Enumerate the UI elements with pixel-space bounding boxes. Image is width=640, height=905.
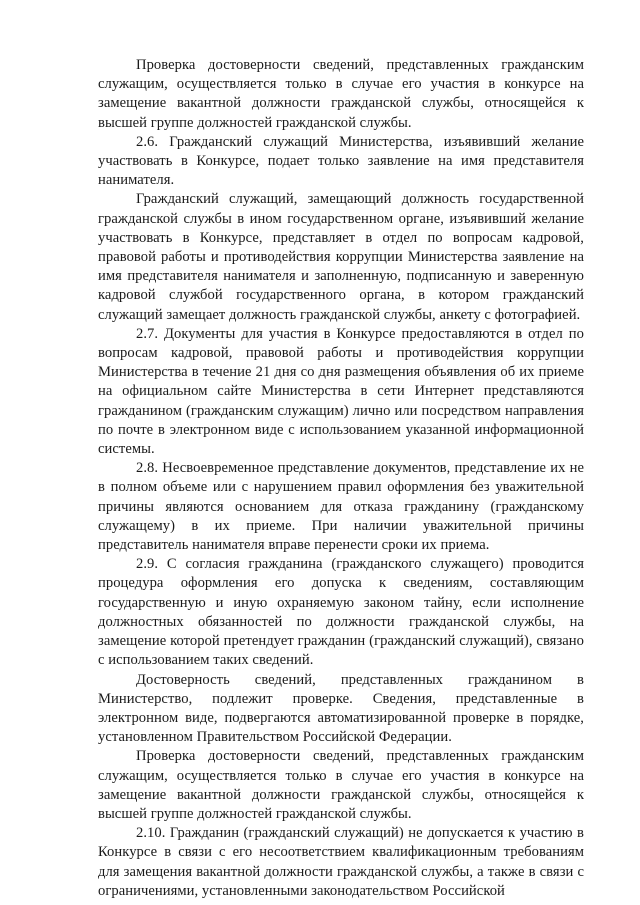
paragraph-2-10: 2.10. Гражданин (гражданский служащий) не допускается к участию в Конкурсе в связи с его несоответствием квалификационным требованиям для замещения вакантной должности гражданской службы, а также в связи с ограничениями, установленными законодательством Российской bbox=[98, 825, 584, 899]
paragraph-2-7: 2.7. Документы для участия в Конкурсе предоставляются в отдел по вопросам кадровой, правовой работы и противодействия коррупции Министерства в течение 21 дня со дня размещения объявления об их приеме на официальном сайте Министерства в сети Интернет представляются гражданином (гражданским служащим) лично или посредством направления по почте в электронном виде с использованием указанной информационной системы. bbox=[98, 325, 584, 458]
paragraph-verification-intro: Проверка достоверности сведений, представленных гражданским служащим, осуществляется только в случае его участия в конкурсе на замещение вакантной должности гражданской службы, относящейся к высшей группе должностей гражданской службы. bbox=[98, 57, 584, 131]
paragraph-other-agency-servant: Гражданский служащий, замещающий должность государственной гражданской службы в ином государственном органе, изъявивший желание участвовать в Конкурсе, представляет в отдел по вопросам кадровой, правовой работы и противодействия коррупции Министерства заявление на имя представителя нанимателя и заполненную, подписанную и заверенную кадровой службой государственного органа, в котором гражданский служащий замещает должность гражданской службы, анкету с фотографией. bbox=[98, 191, 584, 323]
paragraph-2-6: 2.6. Гражданский служащий Министерства, изъявивший желание участвовать в Конкурсе, подает только заявление на имя представителя нанимателя. bbox=[98, 133, 584, 189]
paragraph-2-9: 2.9. С согласия гражданина (гражданского служащего) проводится процедура оформления его допуска к сведениям, составляющим государственную и иную охраняемую законом тайну, если исполнение должностных обязанностей по должности гражданской службы, на замещение которой претендует гражданин (гражданский служащий), связано с использованием таких сведений. bbox=[98, 556, 584, 669]
paragraph-reliability-check: Достоверность сведений, представленных гражданином в Министерство, подлежит проверке. Сведения, представленные в электронном виде, подвергаются автоматизированной проверке в порядке, установленном Правительством Российской Федерации. bbox=[98, 671, 584, 746]
paragraph-2-8: 2.8. Несвоевременное представление документов, представление их не в полном объеме или с нарушением правил оформления без уважительной причины являются основанием для отказа гражданину (гражданскому служащему) в их приеме. При наличии уважительной причины представитель нанимателя вправе перенести сроки их приема. bbox=[98, 460, 584, 554]
paragraph-verification-repeat: Проверка достоверности сведений, представленных гражданским служащим, осуществляется только в случае его участия в конкурсе на замещение вакантной должности гражданской службы, относящейся к высшей группе должностей гражданской службы. bbox=[98, 748, 584, 822]
